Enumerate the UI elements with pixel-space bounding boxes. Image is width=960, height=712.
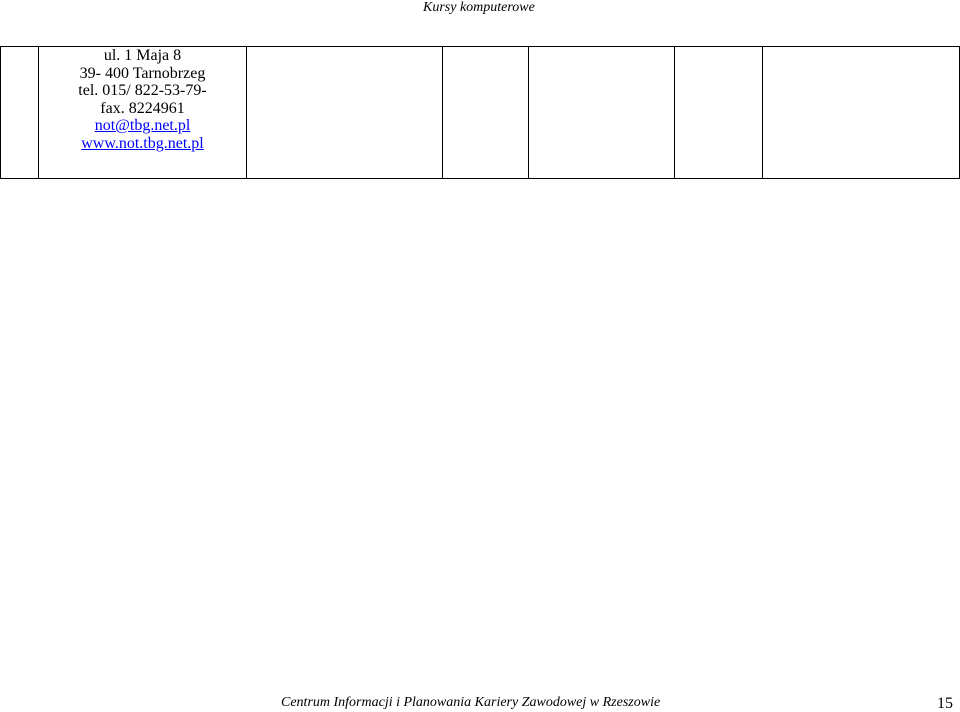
table-cell-empty (443, 47, 529, 179)
email-link[interactable]: not@tbg.net.pl (94, 117, 191, 134)
page-footer-text: Centrum Informacji i Planowania Kariery Zawodowej w Rzeszowie (281, 695, 661, 710)
table-cell-empty (763, 47, 960, 179)
table-cell-empty (247, 47, 443, 179)
address-street: ul. 1 Maja 8 (103, 47, 182, 64)
address-fax: fax. 8224961 (100, 99, 185, 117)
address-phone: tel. 015/ 822-53-79- (78, 82, 207, 99)
website-link[interactable]: www.not.tbg.net.pl (81, 134, 204, 152)
table-cell-empty (675, 47, 763, 179)
institutions-table (0, 46, 960, 179)
page-number: 15 (937, 695, 953, 712)
address-postal-city: 39- 400 Tarnobrzeg (79, 64, 206, 82)
page-header-title: Kursy komputerowe (423, 0, 535, 15)
table-row (1, 47, 960, 179)
table-cell-number (1, 47, 39, 179)
table-cell-empty (529, 47, 675, 179)
table-cell-address (39, 47, 247, 179)
